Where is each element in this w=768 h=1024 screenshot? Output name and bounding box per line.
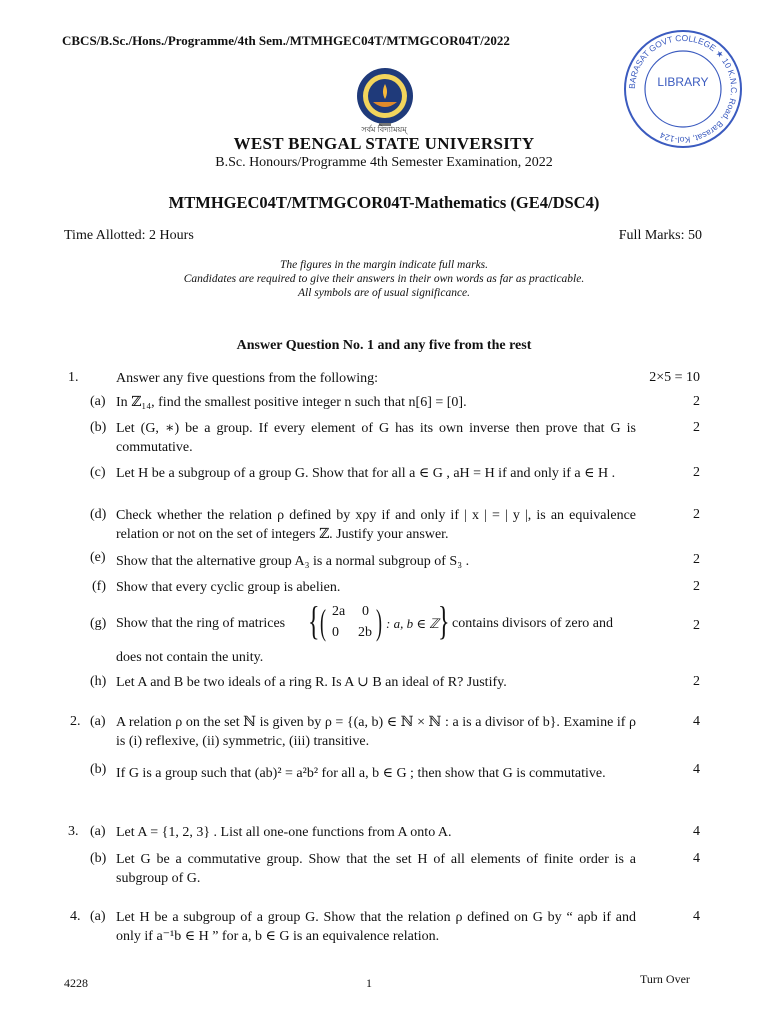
part-text: Show that every cyclic group is abelien. (116, 580, 341, 595)
part-text: Show that the ring of matrices (116, 616, 286, 631)
part-label: (b) (90, 851, 107, 866)
part-text-continued: contains divisors of zero and (452, 616, 613, 631)
part-marks: 2 (693, 674, 700, 689)
full-marks: Full Marks: 50 (618, 228, 702, 243)
left-paren: ( (320, 602, 326, 642)
part-marks: 2 (693, 420, 700, 435)
instruction-line: All symbols are of usual significance. (297, 287, 471, 299)
paper-code-line: CBCS/B.Sc./Hons./Programme/4th Sem./MTMHGEC04T/MTMGCOR04T/2022 (62, 33, 510, 48)
part-text: Show that the alternative group A₃ is a normal subgroup of S₃ . (116, 554, 470, 569)
question-text: Answer any five questions from the following: (116, 371, 379, 386)
part-text: In ℤ₁₄, find the smallest positive integer n such that n[6] = [0]. (116, 395, 467, 410)
part-label: (a) (90, 394, 106, 409)
part-text: Let G be a commutative group. Show that the set H of all elements of finite order is a subgroup of G. (116, 852, 636, 886)
part-label: (d) (90, 507, 107, 522)
part-marks: 4 (693, 824, 700, 839)
university-name: WEST BENGAL STATE UNIVERSITY (233, 134, 535, 153)
part-label: (a) (90, 909, 106, 924)
question-number: 1. (68, 370, 79, 385)
part-marks: 2 (693, 552, 700, 567)
paper-title: MTMHGEC04T/MTMGCOR04T-Mathematics (GE4/DSC4) (168, 193, 600, 212)
part-text-continued: does not contain the unity. (116, 650, 264, 665)
part-text: A relation ρ on the set ℕ is given by ρ = {(a, b) ∈ ℕ × ℕ : a is a divisor of b}. Examine if ρ is (i) reflexive, (ii) symmetric, (iii) transitive. (116, 715, 636, 749)
turn-over: Turn Over (640, 972, 690, 986)
part-label: (f) (92, 579, 106, 594)
part-text: Let A = {1, 2, 3} . List all one-one functions from A onto A. (116, 825, 452, 840)
instruction-line: The figures in the margin indicate full marks. (279, 259, 489, 271)
matrix-entry: 2b (358, 625, 372, 640)
part-label: (c) (90, 465, 106, 480)
part-marks: 2 (693, 618, 700, 633)
part-marks: 4 (693, 851, 700, 866)
question-marks: 2×5 = 10 (649, 370, 700, 385)
stamp-outer-text: BARASAT GOVT COLLEGE ★ 10 K.N.C. Road, Barasat, Kol-124 (626, 32, 740, 146)
part-label: (b) (90, 420, 107, 435)
page-number: 1 (366, 976, 372, 990)
matrix-entry: 0 (362, 604, 369, 619)
answer-instruction: Answer Question No. 1 and any five from the rest (236, 338, 532, 353)
part-text: Let H be a subgroup of a group G. Show that for all a ∈ G , aH = H if and only if a ∈ H . (116, 466, 616, 481)
right-paren: ) (376, 602, 382, 642)
part-marks: 2 (693, 579, 700, 594)
instruction-line: Candidates are required to give their answers in their own words as far as practicable. (183, 273, 585, 285)
paper-number: 4228 (64, 976, 88, 990)
logo-motto: সৰ্বম বিদ্যাময়ম্ (361, 125, 407, 134)
stamp-center-text: LIBRARY (657, 75, 709, 89)
part-text: Let A and B be two ideals of a ring R. Is A ∪ B an ideal of R? Justify. (116, 675, 507, 690)
part-text: Let (G, ∗) be a group. If every element of G has its own inverse then prove that G is commutative. (116, 421, 636, 455)
part-marks: 4 (693, 762, 700, 777)
matrix-set-expression (308, 600, 448, 646)
right-brace: } (438, 598, 450, 643)
part-text: Let H be a subgroup of a group G. Show that the relation ρ defined on G by “ aρb if and only if a⁻¹b ∈ H ” for a, b ∈ G is an equivalence relation. (116, 910, 636, 944)
matrix-entry: 2a (332, 604, 346, 619)
question-number: 4. (70, 909, 81, 924)
part-marks: 2 (693, 394, 700, 409)
question-number: 2. (70, 714, 81, 729)
part-text: Check whether the relation ρ defined by xρy if and only if | x | = | y |, is an equivalence relation or not on the set of integers ℤ. Justify your answer. (116, 508, 636, 542)
part-label: (b) (90, 762, 107, 777)
part-marks: 4 (693, 714, 700, 729)
set-condition: : a, b ∈ ℤ (386, 616, 439, 631)
part-label: (h) (90, 674, 107, 689)
part-label: (a) (90, 714, 106, 729)
exam-title: B.Sc. Honours/Programme 4th Semester Examination, 2022 (215, 155, 553, 170)
part-marks: 4 (693, 909, 700, 924)
part-text: If G is a group such that (ab)² = a²b² for all a, b ∈ G ; then show that G is commutative. (116, 766, 606, 781)
part-marks: 2 (693, 507, 700, 522)
part-marks: 2 (693, 465, 700, 480)
left-brace: { (308, 598, 320, 643)
part-label: (a) (90, 824, 106, 839)
question-number: 3. (68, 824, 79, 839)
time-allotted: Time Allotted: 2 Hours (64, 228, 194, 243)
part-label: (e) (90, 550, 106, 565)
part-label: (g) (90, 616, 107, 631)
matrix-entry: 0 (332, 625, 339, 640)
